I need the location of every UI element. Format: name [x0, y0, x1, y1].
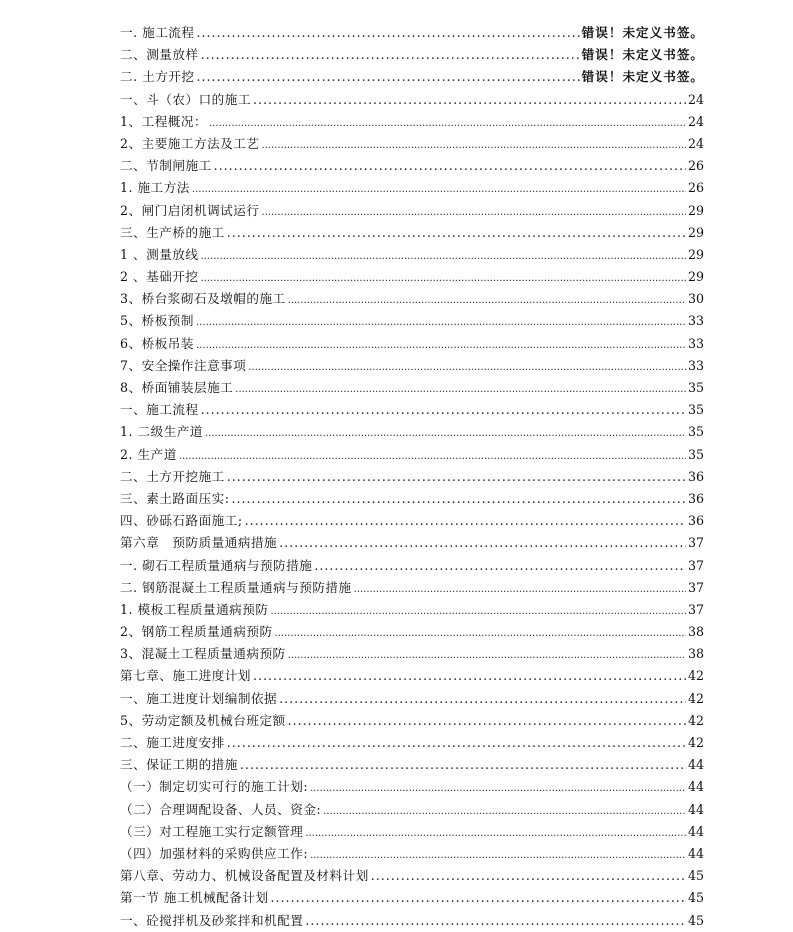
dot-leader	[205, 428, 686, 439]
dot-leader	[196, 317, 686, 328]
toc-entry-title: 1. 施工方法	[120, 180, 190, 196]
dot-leader	[196, 340, 686, 351]
toc-entry-page: 44	[687, 801, 704, 817]
toc-entry-title: 3、桥台浆砌石及墩帽的施工	[120, 291, 286, 307]
dot-leader	[201, 273, 686, 284]
toc-entry[interactable]	[120, 333, 704, 355]
dot-leader	[201, 251, 686, 262]
toc-entry-page: 33	[687, 335, 704, 351]
toc-entry[interactable]	[120, 532, 704, 554]
toc-entry[interactable]	[120, 355, 704, 377]
toc-entry-title: 5、劳动定额及机械台班定额	[120, 712, 286, 728]
toc-entry-page: 24	[687, 135, 704, 151]
toc-entry-title: （一）制定切实可行的施工计划:	[120, 779, 309, 795]
toc-entry[interactable]	[120, 710, 704, 732]
toc-entry-page: 33	[687, 357, 704, 373]
toc-entry-title: 2、闸门启闭机调试运行	[120, 202, 260, 218]
toc-entry[interactable]	[120, 910, 704, 932]
toc-entry[interactable]	[120, 599, 704, 621]
toc-entry[interactable]	[120, 732, 704, 754]
toc-entry[interactable]	[120, 643, 704, 665]
toc-entry[interactable]	[120, 421, 704, 443]
dot-leader	[310, 783, 686, 794]
toc-entry-page: 29	[687, 202, 704, 218]
dot-leader	[270, 606, 686, 617]
toc-entry-page: 30	[687, 291, 704, 307]
toc-entry[interactable]	[120, 688, 704, 710]
toc-entry-page: 44	[687, 757, 704, 773]
toc-entry[interactable]	[120, 466, 704, 488]
toc-entry-title: 第八章、劳动力、机械设备配置及材料计划	[120, 868, 369, 884]
toc-entry[interactable]	[120, 111, 704, 133]
dot-leader	[275, 628, 686, 639]
dot-leader	[261, 207, 686, 218]
dot-leader	[245, 513, 686, 528]
dot-leader	[232, 491, 686, 506]
toc-entry-title: （二）合理调配设备、人员、资金:	[120, 801, 322, 817]
toc-entry[interactable]	[120, 66, 704, 88]
toc-entry[interactable]	[120, 222, 704, 244]
toc-entry-title: 1、工程概况：	[120, 113, 208, 129]
dot-leader	[305, 828, 686, 839]
toc-entry-title: 四、砂砾石路面施工;	[120, 513, 243, 529]
toc-entry-page: 35	[687, 424, 704, 440]
toc-entry-page: 29	[687, 224, 704, 240]
toc-entry-page: 24	[687, 91, 704, 107]
toc-entry[interactable]	[120, 577, 704, 599]
toc-entry-title: 1 、测量放线	[120, 246, 199, 262]
toc-entry-title: 二. 钢筋混凝土工程质量通病与预防措施	[120, 579, 352, 595]
toc-entry-page: 44	[687, 779, 704, 795]
dot-leader	[323, 806, 686, 817]
toc-entry-title: 6、桥板吊装	[120, 335, 194, 351]
toc-entry[interactable]	[120, 177, 704, 199]
toc-entry-title: 5、桥板预制	[120, 313, 194, 329]
toc-entry-page: 36	[687, 490, 704, 506]
dot-leader	[253, 92, 686, 107]
toc-entry[interactable]	[120, 133, 704, 155]
toc-entry-page: 35	[687, 380, 704, 395]
toc-entry-title: 三、生产桥的施工	[120, 224, 225, 240]
toc-entry-page: 45	[687, 890, 704, 906]
toc-entry-title: 3、混凝土工程质量通病预防	[120, 646, 286, 662]
toc-entry[interactable]	[120, 776, 704, 798]
toc-entry-title: 2、主要施工方法及工艺	[120, 135, 260, 151]
toc-entry-page: 42	[687, 712, 704, 728]
toc-entry[interactable]	[120, 799, 704, 821]
toc-entry-title: 第一节 施工机械配备计划	[120, 890, 269, 906]
dot-leader	[354, 584, 686, 595]
toc-entry-title: （三）对工程施工实行定额管理	[120, 823, 304, 839]
dot-leader	[261, 140, 686, 151]
toc-entry-page: 42	[687, 690, 704, 706]
toc-entry-page: 38	[687, 624, 704, 640]
toc-entry-title: 1. 二级生产道	[120, 424, 203, 440]
dot-leader	[279, 691, 686, 706]
toc-entry[interactable]	[120, 510, 704, 532]
toc-entry-page: 26	[687, 158, 704, 174]
toc-entry-page: 37	[687, 579, 704, 595]
toc-entry[interactable]	[120, 843, 704, 865]
dot-leader	[214, 158, 686, 173]
toc-entry-title: 三、保证工期的措施	[120, 757, 238, 773]
toc-entry-title: 2 、基础开挖	[120, 269, 199, 285]
dot-leader	[201, 402, 686, 417]
toc-entry-title: 第七章、施工进度计划	[120, 668, 251, 684]
dot-leader	[227, 735, 686, 750]
toc-entry[interactable]	[120, 377, 704, 399]
toc-entry[interactable]	[120, 754, 704, 776]
toc-entry-page: 45	[687, 868, 704, 884]
toc-entry-title: 一、砼搅拌机及砂浆拌和机配置	[120, 912, 304, 928]
toc-entry[interactable]	[120, 621, 704, 643]
toc-entry[interactable]	[120, 399, 704, 421]
toc-entry-title: 一、施工进度计划编制依据	[120, 690, 278, 706]
toc-entry-page: 37	[687, 557, 704, 573]
toc-entry[interactable]	[120, 22, 704, 44]
dot-leader	[288, 650, 686, 661]
toc-entry-page: 35	[687, 446, 704, 462]
dot-leader	[310, 850, 686, 861]
toc-entry-page: 错误！未定义书签。	[581, 47, 704, 63]
toc-entry[interactable]	[120, 865, 704, 887]
dot-leader	[279, 535, 686, 550]
toc-entry-page: 26	[687, 180, 704, 196]
toc-entry-page: 44	[687, 845, 704, 861]
toc-entry-title: 二、施工进度安排	[120, 735, 225, 750]
dot-leader	[192, 184, 686, 195]
toc-entry-title: 第六章 预防质量通病措施	[120, 535, 278, 551]
toc-entry-title: 1. 模板工程质量通病预防	[120, 601, 269, 617]
toc-entry-title: 一、施工流程	[120, 402, 199, 418]
toc-entry[interactable]	[120, 244, 704, 266]
toc-entry[interactable]	[120, 887, 704, 909]
toc-entry-title: 三、素土路面压实:	[120, 490, 230, 506]
dot-leader	[248, 362, 686, 373]
toc-entry[interactable]	[120, 821, 704, 843]
toc-entry-page: 44	[687, 823, 704, 839]
dot-leader	[271, 890, 686, 905]
toc-entry-page: 29	[687, 269, 704, 285]
dot-leader	[305, 913, 686, 928]
dot-leader	[240, 757, 686, 772]
toc-entry-title: 二、测量放样	[120, 47, 199, 63]
toc-entry-title: 一、斗（农）口的施工	[120, 91, 251, 107]
toc-entry-page: 37	[687, 535, 704, 551]
dot-leader	[371, 868, 686, 883]
toc-entry-page: 35	[687, 402, 704, 418]
dot-leader	[227, 469, 686, 484]
toc-entry-title: 一. 施工流程	[120, 25, 195, 40]
toc-entry[interactable]	[120, 310, 704, 332]
toc-entry-page: 错误！未定义书签。	[581, 69, 704, 85]
toc-entry-page: 45	[687, 912, 704, 928]
dot-leader	[253, 668, 686, 683]
dot-leader	[314, 558, 686, 573]
toc-entry[interactable]	[120, 665, 704, 687]
dot-leader	[235, 384, 686, 395]
dot-leader	[288, 295, 686, 306]
dot-leader	[179, 451, 686, 462]
toc-entry-title: （四）加强材料的采购供应工作:	[120, 845, 309, 861]
dot-leader	[227, 225, 686, 240]
toc-entry-title: 一. 砌石工程质量通病与预防措施	[120, 557, 313, 573]
table-of-contents	[120, 22, 704, 932]
toc-entry[interactable]	[120, 488, 704, 510]
toc-entry-title: 二. 土方开挖	[120, 69, 195, 85]
toc-entry[interactable]	[120, 288, 704, 310]
toc-entry-page: 42	[687, 735, 704, 750]
toc-entry-page: 29	[687, 246, 704, 262]
toc-entry-title: 2. 生产道	[120, 446, 177, 462]
dot-leader	[288, 713, 686, 728]
toc-entry-page: 38	[687, 646, 704, 662]
toc-entry-title: 7、安全操作注意事项	[120, 357, 247, 373]
toc-entry-title: 二、土方开挖施工	[120, 468, 225, 484]
toc-entry-page: 42	[687, 668, 704, 684]
dot-leader	[209, 118, 686, 129]
toc-entry[interactable]	[120, 444, 704, 466]
toc-entry-page: 24	[687, 113, 704, 129]
toc-entry[interactable]	[120, 555, 704, 577]
toc-entry-title: 二、节制闸施工	[120, 158, 212, 174]
toc-entry[interactable]	[120, 266, 704, 288]
toc-entry-title: 8、桥面铺装层施工	[120, 380, 234, 395]
toc-entry[interactable]	[120, 44, 704, 66]
toc-entry-page: 36	[687, 513, 704, 529]
toc-entry-page: 37	[687, 601, 704, 617]
dot-leader	[196, 25, 579, 40]
toc-entry[interactable]	[120, 89, 704, 111]
dot-leader	[201, 47, 580, 62]
dot-leader	[196, 69, 579, 84]
toc-entry-page: 33	[687, 313, 704, 329]
toc-entry[interactable]	[120, 200, 704, 222]
toc-entry-page: 错误！未定义书签。	[581, 25, 704, 40]
toc-entry-title: 2、钢筋工程质量通病预防	[120, 624, 273, 640]
toc-entry-page: 36	[687, 468, 704, 484]
toc-entry[interactable]	[120, 155, 704, 177]
